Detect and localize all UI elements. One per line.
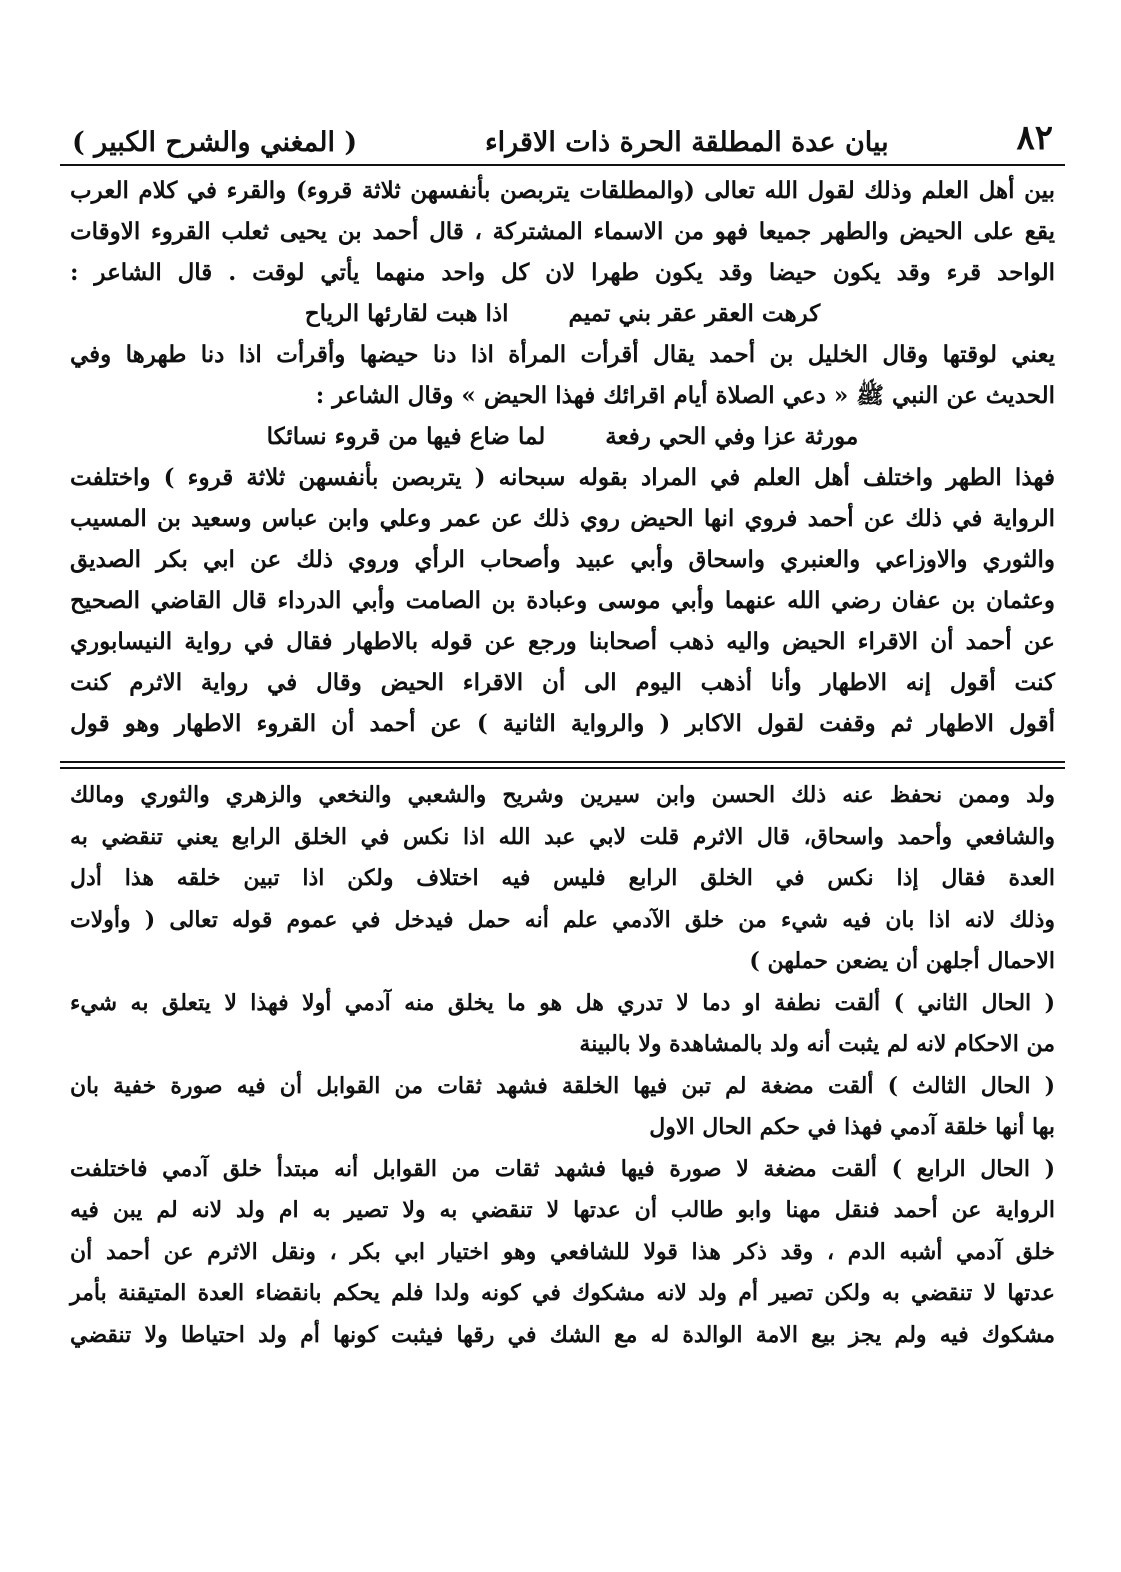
text-line: العدة فقال إذا نكس في الخلق الرابع فليس فيه اختلاف ولكن اذا تبين خلقه هذا أدل bbox=[70, 865, 1055, 891]
verse-hemistich: مورثة عزا وفي الحي رفعة bbox=[605, 423, 859, 450]
text-line: عدتها لا تنقضي به ولكن تصير أم ولد لانه مشكوك في كونه ولدا فلم يحكم بانقضاء العدة المتيقنة بأمر bbox=[70, 1280, 1055, 1306]
text-line: فهذا الطهر واختلف أهل العلم في المراد بقوله سبحانه ( يتربصن بأنفسهن ثلاثة قروء ) واختلفت bbox=[70, 464, 1055, 491]
text-line: ( الحال الثاني ) ألقت نطفة او دما لا تدري هل هو ما يخلق منه آدمي أولا فهذا لا يتعلق به شيء bbox=[70, 989, 1055, 1016]
text-line: عن أحمد أن الاقراء الحيض واليه ذهب أصحابنا ورجع عن قوله بالاطهار فقال في رواية النيسابوري bbox=[70, 628, 1055, 655]
text-line: يقع على الحيض والطهر جميعا فهو من الاسماء المشتركة ، قال أحمد بن يحيى ثعلب القروء الاوقات bbox=[70, 218, 1055, 245]
text-line: ولد وممن نحفظ عنه ذلك الحسن وابن سيرين وشريح والشعبي والنخعي والزهري والثوري ومالك bbox=[70, 782, 1055, 808]
text-line: والشافعي وأحمد واسحاق، قال الاثرم قلت لابي عبد الله اذا نكس في الخلق الرابع يعني تنقضي به bbox=[70, 823, 1055, 850]
text-line: وعثمان بن عفان رضي الله عنهما وأبي موسى وعبادة بن الصامت وأبي الدرداء قال القاضي الصحيح bbox=[70, 587, 1055, 614]
book-title: ( المغني والشرح الكبير ) bbox=[72, 127, 358, 158]
text-line: بها أنها خلقة آدمي فهذا في حكم الحال الاول bbox=[649, 1114, 1055, 1140]
text-line: من الاحكام لانه لم يثبت أنه ولد بالمشاهدة ولا بالبينة bbox=[579, 1031, 1055, 1057]
text-line: ( الحال الثالث ) ألقت مضغة لم تبن فيها الخلقة فشهد ثقات من القوابل أن فيه صورة خفية بان bbox=[70, 1072, 1055, 1099]
text-line: بين أهل العلم وذلك لقول الله تعالى (والمطلقات يتربصن بأنفسهن ثلاثة قروء) والقرء في كلام العرب bbox=[70, 177, 1055, 204]
page-header bbox=[60, 112, 1065, 158]
poetry-verse bbox=[60, 293, 1065, 334]
text-line: ( الحال الرابع ) ألقت مضغة لا صورة فيها فشهد ثقات من القوابل أنه مبتدأ خلق آدمي فاختلفت bbox=[70, 1155, 1055, 1182]
book-page bbox=[60, 112, 1065, 1356]
verse-hemistich: كرهت العقر عقر بني تميم bbox=[568, 300, 821, 327]
main-text bbox=[60, 170, 1065, 744]
text-line: مشكوك فيه ولم يجز بيع الامة الوالدة له مع الشك في رقها فيثبت كونها أم ولد احتياطا ولا تنقضي bbox=[70, 1321, 1055, 1348]
text-line: الاحمال أجلهن أن يضعن حملهن ) bbox=[749, 948, 1055, 974]
text-line: الرواية عن أحمد فنقل مهنا وابو طالب أن عدتها لا تنقضي به ولا تصير به ام ولد لانه لم يبن فيه bbox=[70, 1197, 1055, 1223]
text-line: أقول الاطهار ثم وقفت لقول الاكابر ( والرواية الثانية ) عن أحمد أن القروء الاطهار وهو قول bbox=[70, 710, 1055, 737]
text-line: يعني لوقتها وقال الخليل بن أحمد يقال أقرأت المرأة اذا دنا حيضها وأقرأت اذا دنا طهرها وفي bbox=[70, 341, 1055, 368]
text-line: والثوري والاوزاعي والعنبري واسحاق وأبي عبيد وأصحاب الرأي وروي ذلك عن ابي بكر الصديق bbox=[70, 546, 1055, 573]
chapter-heading: بيان عدة المطلقة الحرة ذات الاقراء bbox=[484, 127, 889, 158]
text-line: وذلك لانه اذا بان فيه شيء من خلق الآدمي علم أنه حمل فيدخل في عموم قوله تعالى ( وأولات bbox=[70, 906, 1055, 933]
header-rule bbox=[60, 164, 1065, 166]
text-line: الحديث عن النبي ﷺ « دعي الصلاة أيام اقرائك فهذا الحيض » وقال الشاعر : bbox=[315, 382, 1055, 409]
verse-hemistich: لما ضاع فيها من قروء نسائكا bbox=[266, 423, 546, 450]
page-number: ٨٢ bbox=[1016, 118, 1053, 158]
text-line: الرواية في ذلك عن أحمد فروي انها الحيض روي ذلك عن عمر وعلي وابن عباس وسعيد بن المسيب bbox=[70, 505, 1055, 532]
section-divider bbox=[60, 761, 1065, 769]
text-line: الواحد قرء وقد يكون حيضا وقد يكون طهرا لان كل واحد منهما يأتي لوقت . قال الشاعر : bbox=[70, 259, 1055, 286]
verse-hemistich: اذا هبت لقارئها الرياح bbox=[304, 300, 509, 327]
text-line: خلق آدمي أشبه الدم ، وقد ذكر هذا قولا للشافعي وهو اختيار ابي بكر ، ونقل الاثرم عن أحمد أن bbox=[70, 1238, 1055, 1265]
commentary-text bbox=[60, 775, 1065, 1356]
text-line: كنت أقول إنه الاطهار وأنا أذهب اليوم الى أن الاقراء الحيض وقال في رواية الاثرم كنت bbox=[70, 669, 1055, 696]
poetry-verse bbox=[60, 416, 1065, 457]
